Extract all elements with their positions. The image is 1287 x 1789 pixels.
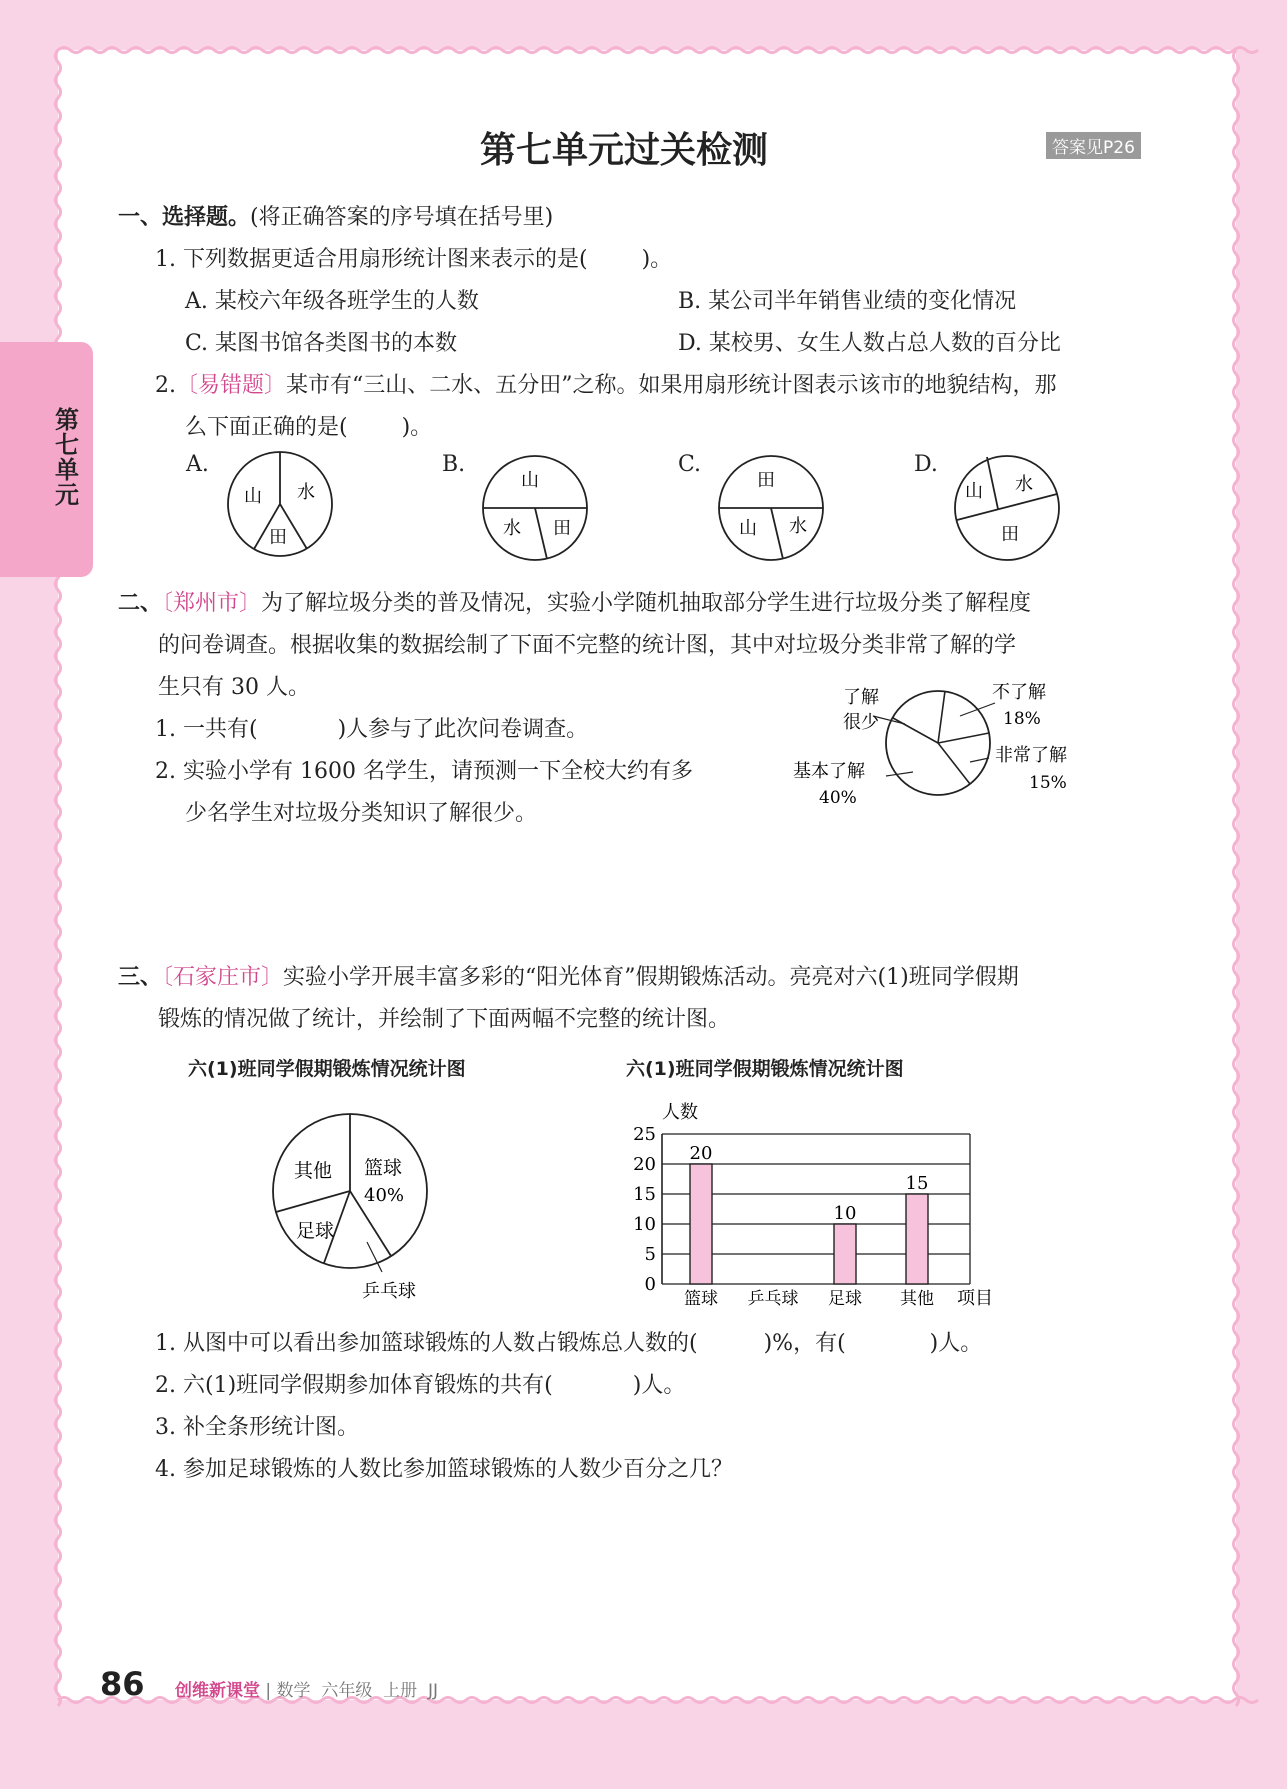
pie-a-label-water: 水 [297,482,315,503]
section3-q1: 1. 从图中可以看出参加篮球锻炼的人数占锻炼总人数的( )%，有( )人。 [155,1331,983,1356]
section3-line1: 三、〔石家庄市〕实验小学开展丰富多彩的“阳光体育”假期锻炼活动。亮亮对六(1)班同学假期 [118,965,1019,990]
pie-b-label-mountain: 山 [521,470,539,491]
answer-reference-badge: 答案见P26 [1046,132,1141,159]
section2-line2: 的问卷调查。根据收集的数据绘制了下面不完整的统计图，其中对垃圾分类非常了解的学 [158,633,1017,658]
pie-option-a [224,448,336,560]
section3-line2: 锻炼的情况做了统计，并绘制了下面两幅不完整的统计图。 [158,1007,731,1032]
q2-stem-line2: 么下面正确的是( )。 [185,415,433,440]
pie2-pct-not-understand: 18% [1003,709,1041,729]
pie-a-label-field: 田 [269,527,287,548]
section2-line1: 二、〔郑州市〕为了解垃圾分类的普及情况，实验小学随机抽取部分学生进行垃圾分类了解程度 [118,591,1032,616]
q1-option-c: C. 某图书馆各类图书的本数 [185,331,458,356]
footer-text: 创维新课堂 | 数学 六年级 上册 JJ [175,1681,439,1701]
bar-value-label: 15 [905,1173,929,1194]
bar-value-label: 10 [833,1203,857,1224]
q2-option-b-letter: B. [442,452,466,477]
pie3-label-pingpong: 乒乓球 [362,1281,416,1302]
pie2-pct-basic: 40% [819,788,857,808]
pie2-label-not-understand: 不了解 [992,682,1046,703]
q2-option-c-letter: C. [678,452,702,477]
section3-q4: 4. 参加足球锻炼的人数比参加篮球锻炼的人数少百分之几？ [155,1457,733,1482]
pie3-label-basketball: 篮球 [364,1157,403,1179]
pie-c-label-field: 田 [757,470,775,491]
pie-d-label-water: 水 [1015,474,1033,495]
pie2-label-little-1: 了解 [843,687,879,708]
section3-heading: 三、 [118,965,163,990]
exercise-pie-chart [262,1112,442,1312]
tag-zhengzhou: 〔郑州市〕 [162,591,262,616]
bar-y-tick-label: 5 [644,1244,656,1265]
bar-0 [690,1164,712,1284]
pie2-label-little-2: 很少 [843,712,879,733]
section2-heading: 二、 [118,591,163,616]
section1-heading: 一、选择题。 [118,205,251,230]
pie-d-label-field: 田 [1001,524,1019,545]
q2-stem: 2.〔易错题〕某市有“三山、二水、五分田”之称。如果用扇形统计图表示该市的地貌结构，那 [155,373,1057,398]
pie2-label-basic: 基本了解 [793,761,865,782]
bar-category-label: 乒乓球 [747,1289,799,1309]
section1-instruction: (将正确答案的序号填在括号里) [250,205,554,230]
bar-value-label: 20 [689,1143,713,1164]
footer-brand: 创维新课堂 [175,1681,260,1701]
bar-y-tick-label: 0 [644,1274,656,1295]
awareness-pie-chart [785,676,1105,826]
bar-y-tick-label: 15 [633,1184,656,1205]
bar-y-tick-label: 25 [633,1124,656,1145]
pie-c-label-mountain: 山 [739,518,757,539]
pie2-label-very: 非常了解 [995,745,1067,766]
q2-option-d-letter: D. [914,452,938,477]
tag-shijiazhuang: 〔石家庄市〕 [162,965,284,990]
bar-x-axis-label: 项目 [957,1288,993,1309]
q1-stem: 1. 下列数据更适合用扇形统计图来表示的是( )。 [155,247,673,272]
pie-chart-title: 六(1)班同学假期锻炼情况统计图 [188,1058,466,1080]
pie-a-label-mountain: 山 [244,486,262,507]
bar-category-label: 其他 [900,1289,934,1309]
section2-q2-line2: 少名学生对垃圾分类知识了解很少。 [185,801,538,826]
pie-option-c [715,452,827,564]
section2-line3: 生只有 30 人。 [158,675,310,700]
section3-q2: 2. 六(1)班同学假期参加体育锻炼的共有( )人。 [155,1373,686,1398]
pie-b-label-field: 田 [553,518,571,539]
bar-2 [834,1224,856,1284]
section1-header [118,200,553,231]
bar-3 [906,1194,928,1284]
bar-y-axis-label: 人数 [662,1102,698,1123]
pie-option-b [479,452,591,564]
q1-option-b: B. 某公司半年销售业绩的变化情况 [678,289,1017,314]
q1-option-d: D. 某校男、女生人数占总人数的百分比 [678,331,1061,356]
bar-y-tick-label: 10 [633,1214,656,1235]
section2-q2-line1: 2. 实验小学有 1600 名学生，请预测一下全校大约有多 [155,759,693,784]
q1-option-a: A. 某校六年级各班学生的人数 [185,289,479,314]
page-title: 第七单元过关检测 [480,130,769,171]
bar-category-label: 篮球 [684,1289,718,1309]
page-number: 86 [100,1665,145,1703]
tag-error-prone: 〔易错题〕 [176,373,287,398]
bar-category-label: 足球 [828,1289,862,1309]
bar-y-tick-label: 20 [633,1154,656,1175]
pie2-pct-very: 15% [1029,773,1067,793]
pie-d-label-mountain: 山 [965,481,983,502]
exercise-bar-chart [622,1098,1022,1320]
pie-option-d [951,452,1063,564]
bar-chart-title: 六(1)班同学假期锻炼情况统计图 [626,1058,904,1080]
pie3-label-football: 足球 [296,1220,335,1242]
section3-q3: 3. 补全条形统计图。 [155,1415,359,1440]
unit-side-label: 第 七 单 元 [55,406,79,509]
pie3-pct-basketball: 40% [364,1185,405,1206]
pie3-label-other: 其他 [294,1160,333,1182]
q2-option-a-letter: A. [186,452,209,477]
pie-c-label-water: 水 [789,516,807,537]
pie-b-label-water: 水 [503,518,521,539]
section2-q1: 1. 一共有( )人参与了此次问卷调查。 [155,717,589,742]
